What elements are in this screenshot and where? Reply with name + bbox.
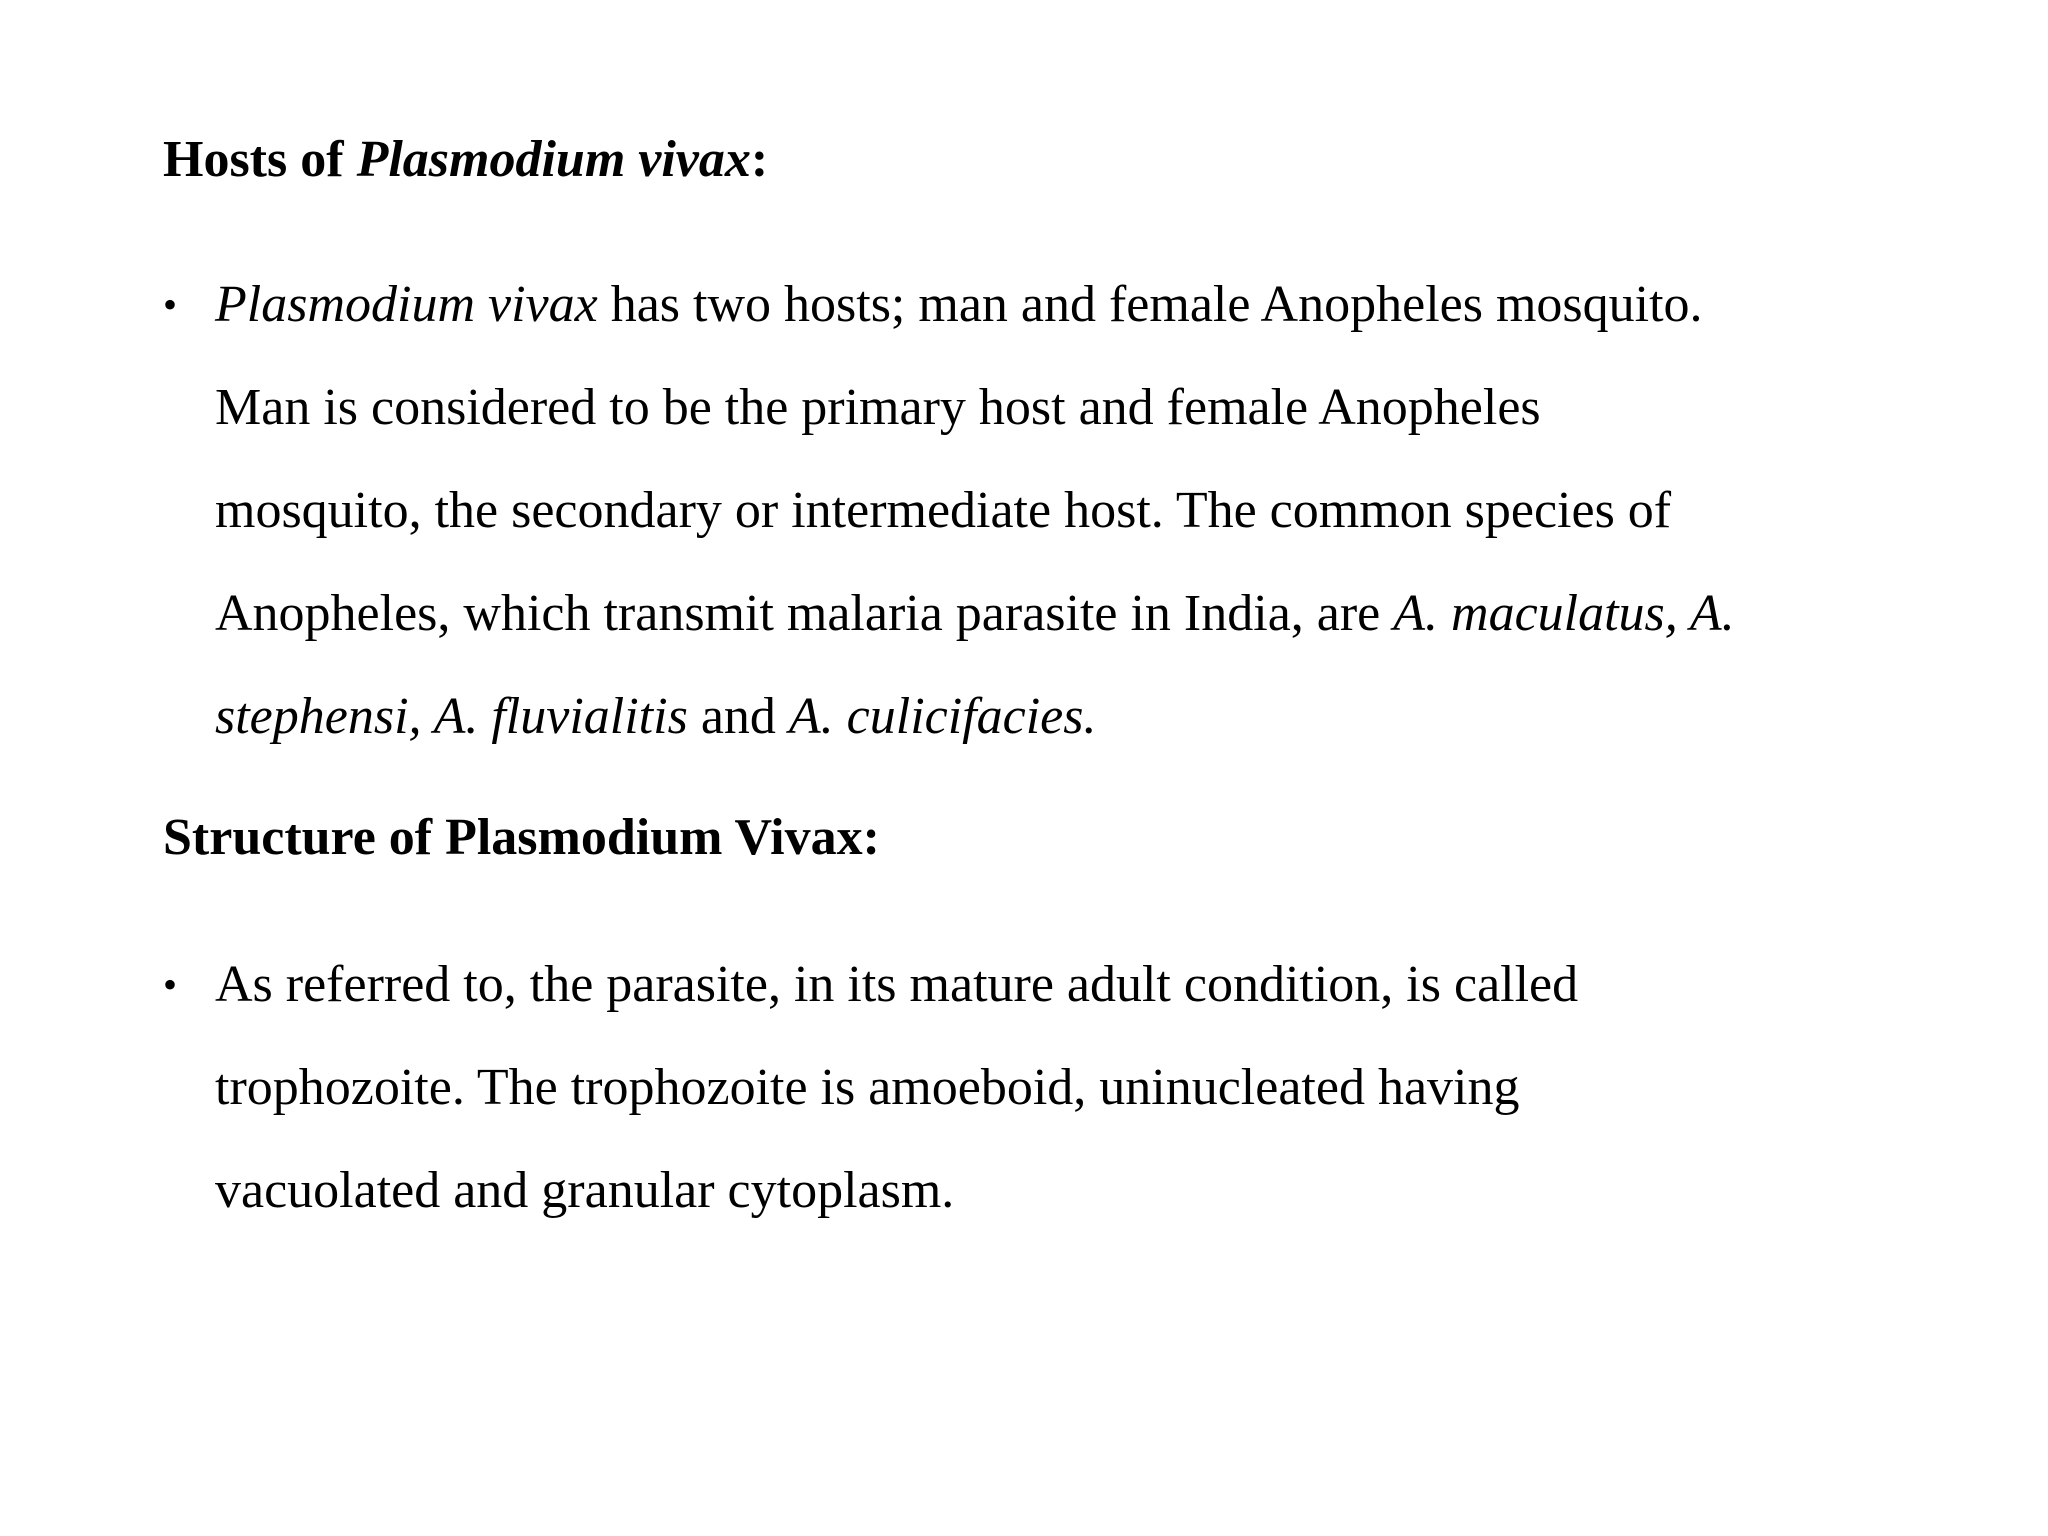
heading-hosts-prefix: Hosts of bbox=[163, 131, 357, 188]
hosts-bullet-list bbox=[163, 253, 1963, 768]
structure-bullet-item bbox=[163, 933, 1963, 1242]
species-list-3: A. culicifacies. bbox=[788, 688, 1097, 745]
heading-hosts-species: Plasmodium vivax bbox=[356, 131, 751, 188]
species-name: Plasmodium vivax bbox=[215, 276, 598, 333]
hosts-line-5-text: and bbox=[687, 688, 789, 745]
heading-hosts bbox=[163, 130, 768, 190]
heading-structure: Structure of Plasmodium Vivax: bbox=[163, 809, 880, 866]
structure-line-2: trophozoite. The trophozoite is amoeboid, uninucleated having bbox=[215, 1059, 1520, 1116]
heading-hosts-suffix: : bbox=[750, 131, 769, 188]
species-list-1: A. maculatus, A. bbox=[1393, 585, 1735, 642]
hosts-line-1-text: has two hosts; man and female Anopheles mosquito. bbox=[597, 276, 1703, 333]
structure-line-1: As referred to, the parasite, in its mature adult condition, is called bbox=[215, 956, 1579, 1013]
species-list-2: stephensi, A. fluvialitis bbox=[215, 688, 688, 745]
hosts-line-2: Man is considered to be the primary host and female Anopheles bbox=[215, 379, 1541, 436]
hosts-line-5 bbox=[215, 665, 1963, 768]
structure-bullet-list bbox=[163, 933, 1963, 1242]
hosts-line-1 bbox=[215, 253, 1963, 356]
bullet-icon: • bbox=[163, 962, 178, 1007]
hosts-line-4-text: Anopheles, which transmit malaria parasite in India, are bbox=[215, 585, 1394, 642]
structure-line-3: vacuolated and granular cytoplasm. bbox=[215, 1162, 955, 1219]
bullet-icon: • bbox=[163, 282, 178, 327]
hosts-line-3: mosquito, the secondary or intermediate host. The common species of bbox=[215, 482, 1672, 539]
hosts-bullet-item bbox=[163, 253, 1963, 768]
hosts-line-4 bbox=[215, 562, 1963, 665]
